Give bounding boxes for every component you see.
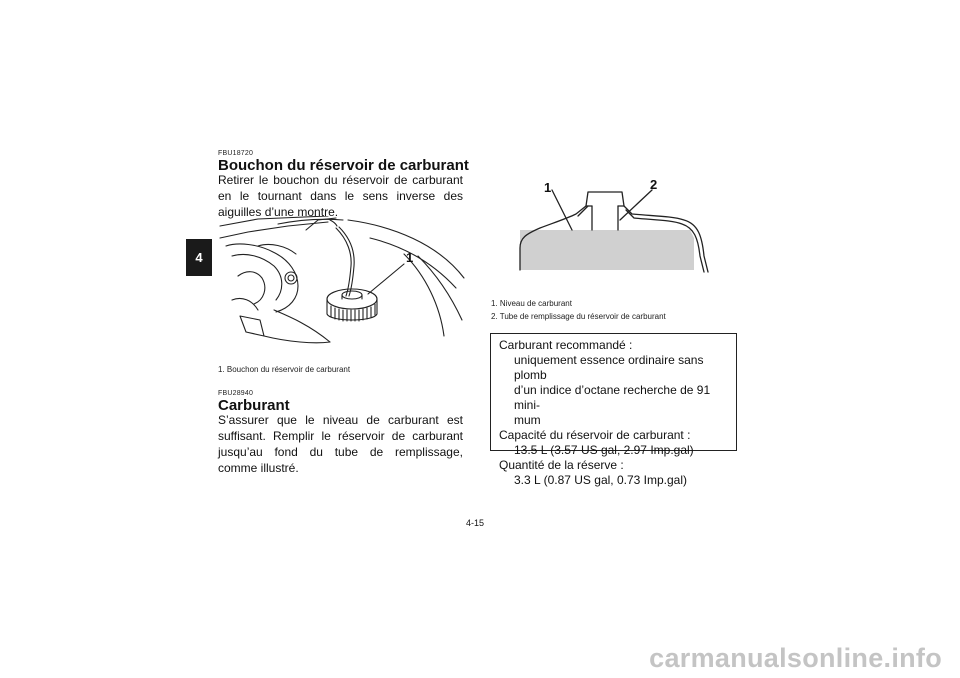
page-number: 4-15 [466,518,485,528]
spec-label: Carburant recommandé : [499,338,633,352]
diagram-label-1: 1 [544,180,552,195]
section-code: FBU18720 [218,150,254,157]
diagram-caption-2: 2. Tube de remplissage du réservoir de carburant [491,312,666,321]
spec-label: Quantité de la réserve : [499,458,624,472]
spec-value: uniquement essence ordinaire sans plomb [514,353,704,382]
fuel-level-diagram [512,176,712,276]
diagram-label-2: 2 [650,177,658,192]
spec-value: mum [514,413,541,427]
section-code: FBU28940 [218,390,254,397]
fig-label-1: 1 [406,250,414,265]
section-body: S’assurer que le niveau de carburant est suffisant. Remplir le réservoir de carburant jusqu’au fond du tube de remplissage, comme illustré. [218,413,463,475]
fuel-specs-box [490,333,737,487]
spec-value: 13.5 L (3.57 US gal, 2.97 Imp.gal) [514,443,694,457]
spec-label: Capacité du réservoir de carburant : [499,428,691,442]
watermark: carmanualsonline.info [649,643,942,673]
section-title: Carburant [218,397,290,414]
spec-value: 3.3 L (0.87 US gal, 0.73 Imp.gal) [514,473,687,487]
spec-value: d’un indice d’octane recherche de 91 mini- [514,383,711,412]
fuel-cap-illustration [218,216,466,356]
diagram-caption-1: 1. Niveau de carburant [491,299,572,308]
figure-caption: 1. Bouchon du réservoir de carburant [218,365,351,374]
section-body: Retirer le bouchon du réservoir de carburant en le tournant dans le sens inverse des aiguilles d’une montre. [218,173,463,219]
section-title: Bouchon du réservoir de carburant [218,157,469,174]
chapter-tab: 4 [186,239,212,276]
